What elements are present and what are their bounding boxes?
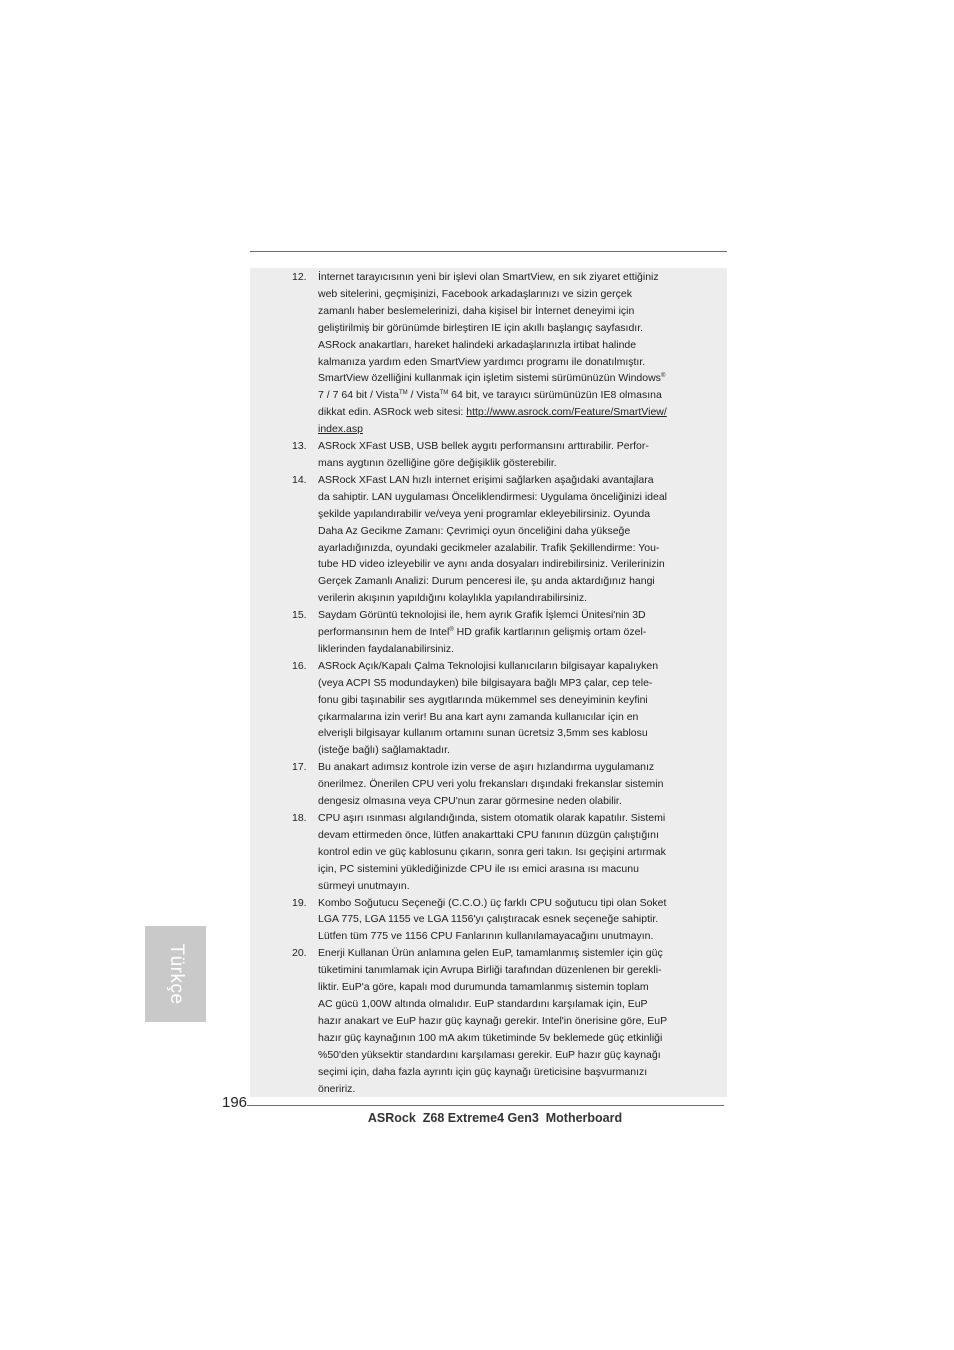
text-line: hazır anakart ve EuP hazır güç kaynağı gerekir. Intel'in önerisine göre, EuP xyxy=(318,1014,668,1027)
text-line: CPU aşırı ısınması algılandığında, sistem otomatik olarak kapatılır. Sistemi xyxy=(318,812,666,824)
text-line: Bu anakart adımsız kontrole izin verse de aşırı hızlandırma uygulamanız xyxy=(318,761,655,774)
line-text: performansının hem de Intel xyxy=(318,626,450,639)
text-line: için, PC sistemini yüklediğinizde CPU ile ısı emici arasına ısı macunu xyxy=(318,862,639,875)
item-number: 16. xyxy=(292,659,307,672)
text-line: Lütfen tüm 775 ve 1156 CPU Fanlarının kullanılamayacağını unutmayın. xyxy=(318,930,654,943)
text-line: mans aygtının özelliğine göre değişiklik gösterebilir. xyxy=(318,456,557,469)
text-line: da sahiptir. LAN uygulaması Önceliklendirmesi: Uygulama önceliğinizi ideal xyxy=(318,490,668,503)
text-line: ASRock Açık/Kapalı Çalma Teknolojisi kullanıcıların bilgisayar kapalıyken xyxy=(318,659,659,672)
line-text: 64 bit, ve tarayıcı sürümünüzün IE8 olmasına xyxy=(448,389,662,402)
item-text xyxy=(318,810,692,895)
item-number: 15. xyxy=(292,609,307,622)
text-line: zamanlı haber beslemelerinizi, daha kişisel bir İnternet deneyimi için xyxy=(318,304,635,317)
list-item-19 xyxy=(250,895,727,946)
text-line: elverişli bilgisayar kullanım ortamını sunan ücretsiz 3,5mm ses kablosu xyxy=(318,727,648,740)
list-item-16 xyxy=(250,658,727,759)
line-text: / Vista xyxy=(407,389,440,402)
text-line: Gerçek Zamanlı Analizi: Durum penceresi ile, şu anda aktardığınız hangi xyxy=(318,575,655,588)
item-number: 18. xyxy=(292,812,307,824)
text-line: Enerji Kullanan Ürün anlamına gelen EuP, tamamlanmış sistemler için güç xyxy=(318,947,663,960)
text-line: web sitelerini, geçmişinizi, Facebook arkadaşlarınızı ve sizin gerçek xyxy=(318,287,632,300)
line-text: SmartView özelliğini kullanmak için işletim sistemi sürümünüzün Windows xyxy=(318,372,661,385)
text-line: fonu gibi taşınabilir ses aygıtlarında mükemmel ses deneyiminin keyfini xyxy=(318,693,648,706)
text-line xyxy=(318,404,692,421)
line-text: 7 / 7 64 bit / Vista xyxy=(318,389,399,402)
text-line: LGA 775, LGA 1155 ve LGA 1156'yı çalıştıracak esnek seçeneğe sahiptir. xyxy=(318,913,659,926)
text-line: dengesiz olmasına veya CPU'nun zarar görmesine neden olabilir. xyxy=(318,795,622,808)
line-text: HD grafik kartlarının gelişmiş ortam özel- xyxy=(453,626,647,639)
item-number: 17. xyxy=(292,761,307,774)
text-line: sürmeyi unutmayın. xyxy=(318,879,410,892)
text-line: (isteğe bağlı) sağlamaktadır. xyxy=(318,744,450,757)
list-item-20 xyxy=(250,945,727,1097)
text-line: seçimi için, daha fazla ayrıntı için güç kaynağı üreticisine başvurmanızı xyxy=(318,1065,648,1078)
list-item-14 xyxy=(250,472,727,607)
list-item-17 xyxy=(250,759,727,810)
text-line: verilerin akışının yapıldığını kolaylıkla yapılandırabilirsiniz. xyxy=(318,592,588,605)
item-number: 19. xyxy=(292,896,307,909)
text-line: tüketimini tanımlamak için Avrupa Birliği tarafından düzenlenen bir gerekli- xyxy=(318,964,662,977)
registered-mark: ® xyxy=(449,627,454,634)
text-line: Kombo Soğutucu Seçeneği (C.C.O.) üç farklı CPU soğutucu tipi olan Soket xyxy=(318,896,667,909)
feature-list xyxy=(250,269,727,1097)
list-item-18 xyxy=(250,810,727,895)
text-line: ASRock XFast USB, USB bellek aygıtı performansını arttırabilir. Perfor- xyxy=(318,440,649,453)
list-item-13 xyxy=(250,438,727,472)
smartview-link-continued[interactable]: index.asp xyxy=(318,423,363,436)
item-text xyxy=(318,945,692,1097)
text-line: ayarladığınızda, oyundaki gecikmeler azalabilir. Trafik Şekillendirme: You- xyxy=(318,541,660,554)
list-item-12 xyxy=(250,269,727,438)
bottom-divider xyxy=(247,1105,724,1106)
top-divider xyxy=(250,251,727,252)
item-number: 14. xyxy=(292,473,307,486)
content-panel xyxy=(250,268,727,1097)
text-line xyxy=(318,421,692,438)
text-line: kontrol edin ve güç kablosunu çıkarın, sonra geri takın. Isı geçişini artırmak xyxy=(318,845,666,858)
item-number: 20. xyxy=(292,947,307,960)
text-line: %50'den yüksektir standardını karşılaması gerekir. EuP hazır güç kaynağı xyxy=(318,1048,661,1061)
text-line: Saydam Görüntü teknolojisi ile, hem ayrık Grafik İşlemci Ünitesi'nin 3D xyxy=(318,609,646,622)
item-text xyxy=(318,438,692,472)
text-line xyxy=(318,624,692,641)
item-text xyxy=(318,895,692,946)
text-line xyxy=(318,387,692,404)
smartview-link[interactable]: http://www.asrock.com/Feature/SmartView/ xyxy=(466,406,667,419)
text-line: hazır güç kaynağının 100 mA akım tüketiminde 5v beklemede güç etkinliği xyxy=(318,1031,663,1044)
text-line: liklerinden faydalanabilirsiniz. xyxy=(318,642,454,655)
text-line: geliştirilmiş bir görünümde birleştiren IE için akıllı başlangıç sayfasıdır. xyxy=(318,321,644,334)
text-line: çıkarmalarına izin verir! Bu ana kart aynı zamanda kullanıcılar için en xyxy=(318,710,639,723)
text-line: tube HD video izleyebilir ve aynı anda dosyaları indirebilirsiniz. Verilerinizin xyxy=(318,558,665,571)
text-line xyxy=(318,370,692,387)
item-text xyxy=(318,759,692,810)
page-number: 196 xyxy=(222,1094,248,1111)
footer-title: ASRock Z68 Extreme4 Gen3 Motherboard xyxy=(367,1111,623,1125)
item-text xyxy=(318,472,692,607)
text-line: devam ettirmeden önce, lütfen anakarttaki CPU fanının düzgün çalıştığını xyxy=(318,828,659,841)
language-tab xyxy=(145,926,206,1022)
text-line: şekilde yapılandırabilir ve/veya yeni programlar ekleyebilirsiniz. Oyunda xyxy=(318,507,651,520)
text-line: AC gücü 1,00W altında olmalıdır. EuP standardını karşılamak için, EuP xyxy=(318,997,648,1010)
trademark-mark: TM xyxy=(398,390,408,397)
line-text: dikkat edin. ASRock web sitesi: xyxy=(318,406,467,419)
text-line: önerilmez. Önerilen CPU veri yolu frekansları dışındaki frekanslar sistemin xyxy=(318,778,664,791)
trademark-mark: TM xyxy=(439,390,449,397)
text-line: öneririz. xyxy=(318,1082,356,1095)
text-line: kalmanıza yardım eden SmartView yardımcı programı ile donatılmıştır. xyxy=(318,355,646,368)
item-number: 13. xyxy=(292,440,307,453)
item-number: 12. xyxy=(292,271,307,283)
text-line: ASRock anakartları, hareket halindeki arkadaşlarınızla irtibat halinde xyxy=(318,338,637,351)
text-line: ASRock XFast LAN hızlı internet erişimi sağlarken aşağıdaki avantajlara xyxy=(318,473,654,486)
item-text xyxy=(318,658,692,759)
text-line: İnternet tarayıcısının yeni bir işlevi olan SmartView, en sık ziyaret ettiğiniz xyxy=(318,271,659,283)
text-line: (veya ACPI S5 modundayken) bile bilgisayara bağlı MP3 çalar, cep tele- xyxy=(318,676,653,689)
text-line: liktir. EuP'a göre, kapalı mod durumunda tamamlanmış sistemin toplam xyxy=(318,981,649,994)
registered-mark: ® xyxy=(660,373,666,380)
item-text xyxy=(318,607,692,658)
text-line: Daha Az Gecikme Zamanı: Çevrimiçi oyun önceliğini daha yükseğe xyxy=(318,524,631,537)
language-label: Türkçe xyxy=(165,943,187,1005)
item-text xyxy=(318,269,692,438)
list-item-15 xyxy=(250,607,727,658)
